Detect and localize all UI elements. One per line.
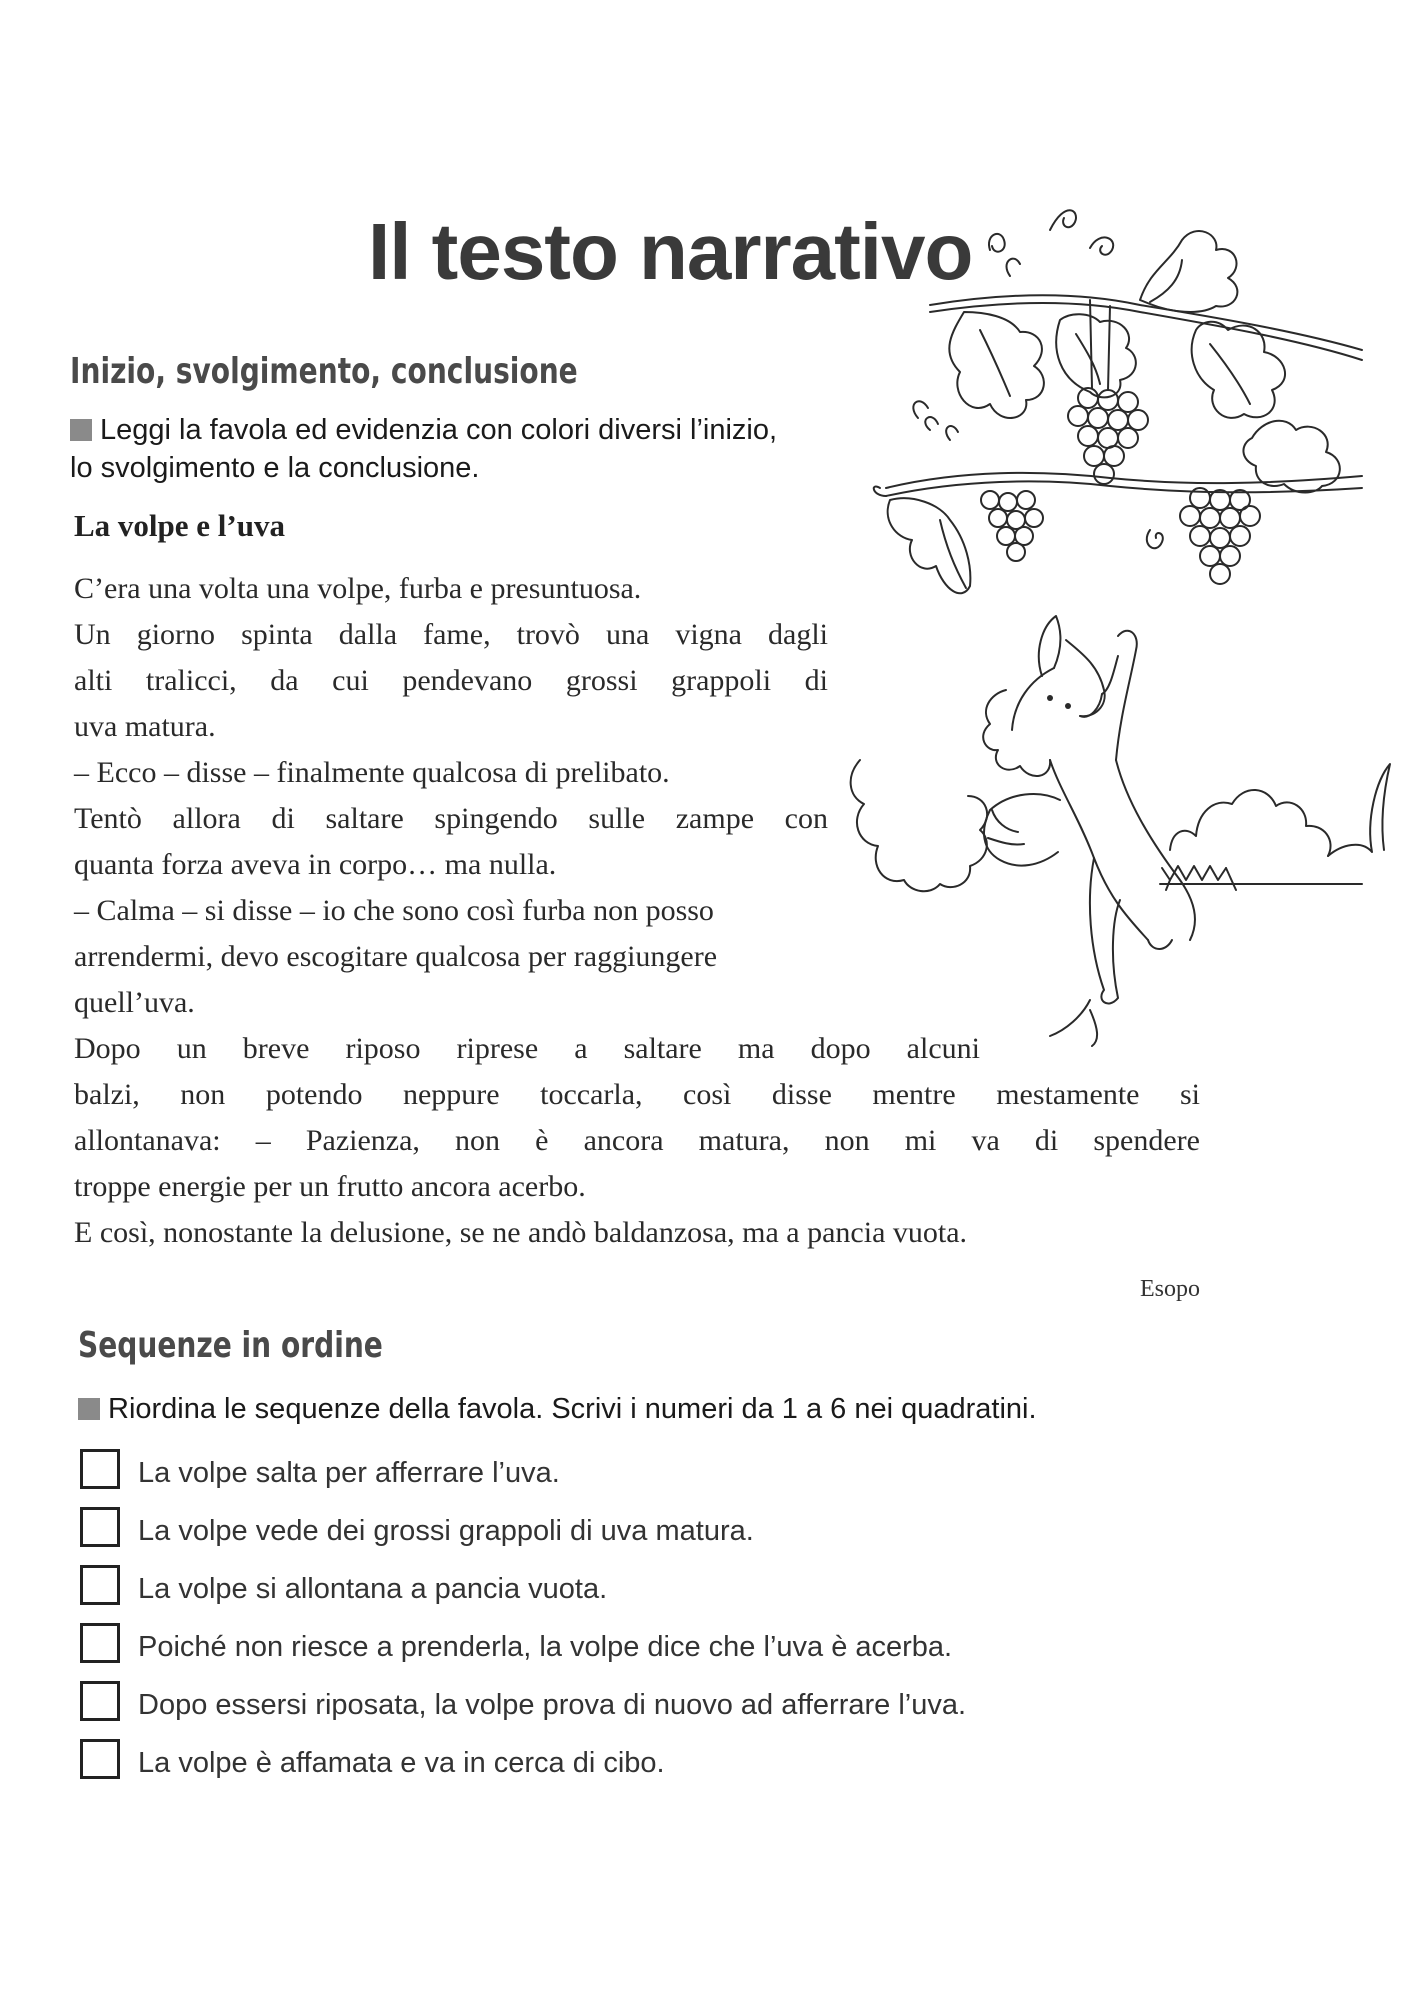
number-input-box[interactable] <box>80 1623 120 1663</box>
story-line: balzi, non potendo neppure toccarla, così disse mentre mestamente si <box>74 1078 1200 1111</box>
bullet-square-icon <box>78 1398 100 1420</box>
story-line: uva matura. <box>74 710 216 743</box>
instruction-line-2: lo svolgimento e la conclusione. <box>70 452 480 484</box>
story-line: troppe energie per un frutto ancora acerbo. <box>74 1170 586 1203</box>
number-input-box[interactable] <box>80 1739 120 1779</box>
number-input-box[interactable] <box>80 1507 120 1547</box>
story-line: Dopo un breve riposo riprese a saltare ma dopo alcuni <box>74 1032 980 1065</box>
story-title: La volpe e l’uva <box>74 508 285 543</box>
instruction-line-1: Leggi la favola ed evidenzia con colori diversi l’inizio, <box>100 414 778 446</box>
story-line: C’era una volta una volpe, furba e presuntuosa. <box>74 572 642 605</box>
story-line: – Ecco – disse – finalmente qualcosa di prelibato. <box>74 756 670 789</box>
number-input-box[interactable] <box>80 1449 120 1489</box>
sequence-text: La volpe vede dei grossi grappoli di uva matura. <box>138 1515 754 1547</box>
story-line: Tentò allora di saltare spingendo sulle zampe con <box>74 802 828 835</box>
instruction-reorder <box>78 1390 1178 1428</box>
number-input-box[interactable] <box>80 1681 120 1721</box>
story-line: E così, nonostante la delusione, se ne andò baldanzosa, ma a pancia vuota. <box>74 1216 968 1249</box>
story-line: arrendermi, devo escogitare qualcosa per raggiungere <box>74 940 718 973</box>
story-line: quell’uva. <box>74 986 195 1019</box>
section-heading-sequenze: Sequenze in ordine <box>78 1325 383 1366</box>
story-line: Un giorno spinta dalla fame, trovò una vigna dagli <box>74 618 828 651</box>
story-line: quanta forza aveva in corpo… ma nulla. <box>74 848 557 881</box>
story-line: alti tralicci, da cui pendevano grossi grappoli di <box>74 664 828 697</box>
sequence-text: La volpe è affamata e va in cerca di cibo. <box>138 1747 665 1779</box>
instruction-highlight <box>70 411 860 487</box>
page-title: Il testo narrativo <box>368 207 973 296</box>
story-author: Esopo <box>1140 1276 1200 1302</box>
instruction-text: Riordina le sequenze della favola. Scrivi i numeri da 1 a 6 nei quadratini. <box>108 1393 1037 1425</box>
story-line: allontanava: – Pazienza, non è ancora matura, non mi va di spendere <box>74 1124 1200 1157</box>
sequence-text: Dopo essersi riposata, la volpe prova di nuovo ad afferrare l’uva. <box>138 1689 967 1721</box>
sequence-text: La volpe si allontana a pancia vuota. <box>138 1573 608 1605</box>
story-line: – Calma – si disse – io che sono così furba non posso <box>74 894 714 927</box>
sequence-text: Poiché non riesce a prenderla, la volpe dice che l’uva è acerba. <box>138 1631 953 1663</box>
sequence-text: La volpe salta per afferrare l’uva. <box>138 1457 560 1489</box>
section-heading-inizio: Inizio, svolgimento, conclusione <box>70 351 578 392</box>
bullet-square-icon <box>70 419 92 441</box>
number-input-box[interactable] <box>80 1565 120 1605</box>
